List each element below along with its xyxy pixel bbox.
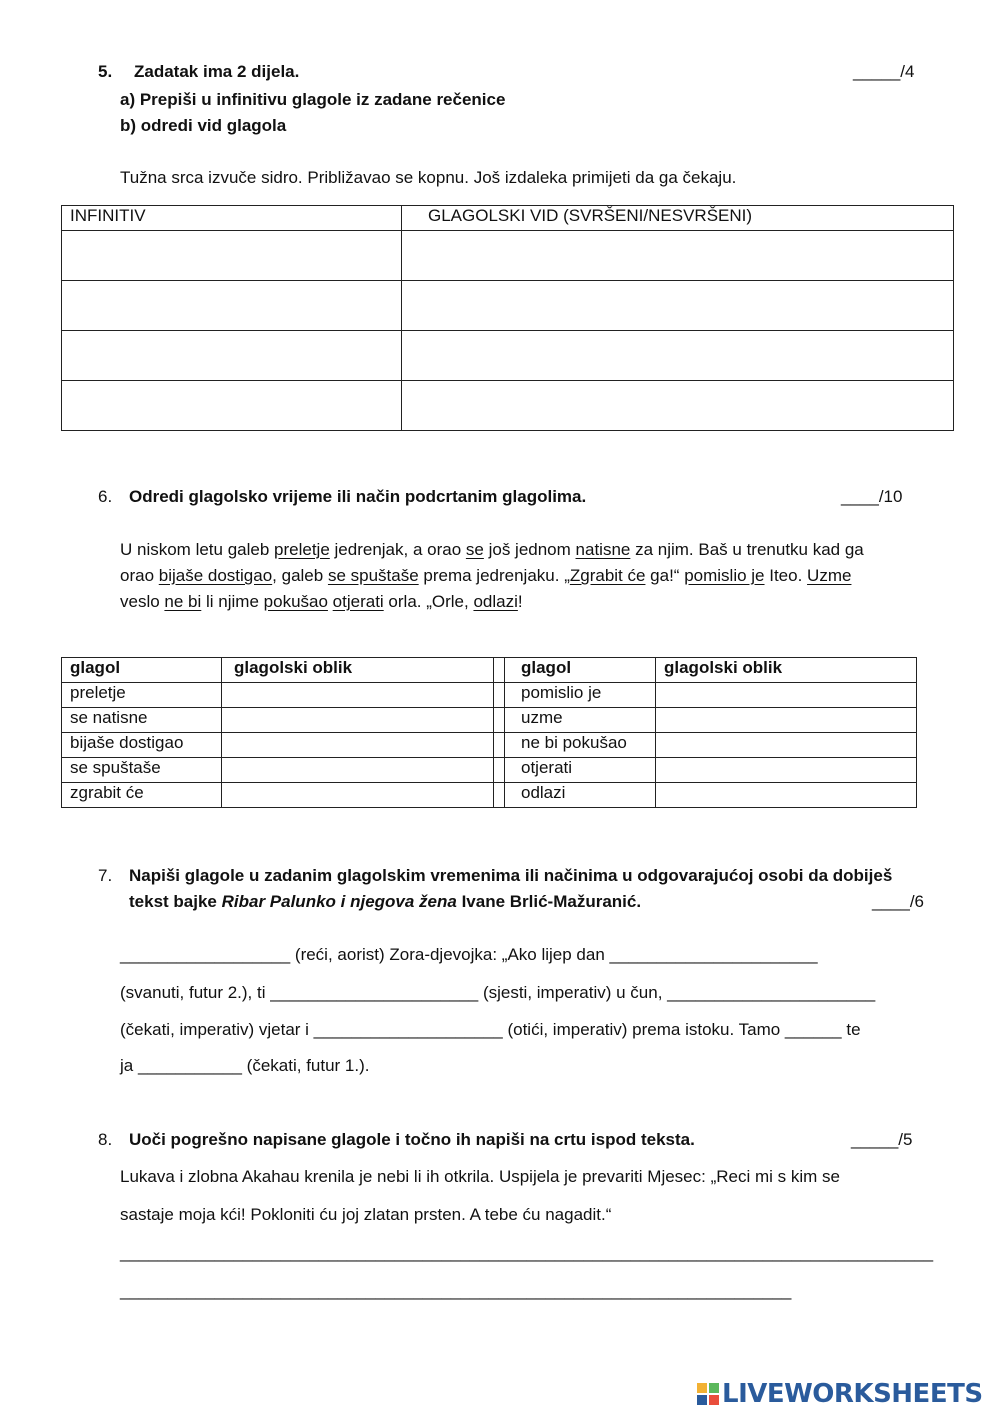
task8-text-line-2: sastaje moja kći! Pokloniti ću joj zlatan prsten. A tebe ću nagadit.“ bbox=[120, 1205, 612, 1224]
spacer-cell bbox=[494, 783, 505, 808]
task5-number: 5. bbox=[98, 62, 113, 81]
logo-mark-icon bbox=[697, 1383, 719, 1405]
task5-header-infinitiv: INFINITIV bbox=[62, 206, 402, 231]
task8-title: Uoči pogrešno napisane glagole i točno ih napiši na crtu ispod teksta. bbox=[129, 1130, 695, 1149]
task7-score: ____/6 bbox=[872, 892, 924, 911]
task5-title: Zadatak ima 2 dijela. bbox=[134, 62, 300, 81]
text: Iteo. bbox=[764, 566, 808, 585]
logo-text: LIVEWORKSHEETS bbox=[722, 1379, 983, 1409]
spacer-cell bbox=[494, 658, 505, 683]
task6-header-glagol-right: glagol bbox=[505, 658, 656, 683]
task8-answer-line-1[interactable]: ______________________________________________________________________________________ bbox=[120, 1243, 934, 1262]
task6-answer-left[interactable] bbox=[222, 733, 494, 758]
text: za njim. Baš u trenutku kad ga bbox=[630, 540, 864, 559]
text: li njime bbox=[201, 592, 264, 611]
task6-score: ____/10 bbox=[841, 487, 903, 506]
task6-verb-right: ne bi pokušao bbox=[505, 733, 656, 758]
task6-verb-right: pomislio je bbox=[505, 683, 656, 708]
task5-answer-vid[interactable] bbox=[402, 231, 954, 281]
task5-score: _____/4 bbox=[853, 62, 915, 81]
task6-verb-left: bijaše dostigao bbox=[62, 733, 222, 758]
task6-header-glagol-left: glagol bbox=[62, 658, 222, 683]
task7-fill-line-1[interactable]: __________________ (reći, aorist) Zora-djevojka: „Ako lijep dan ______________________ bbox=[120, 945, 818, 964]
underlined-verb: ne bi bbox=[164, 592, 202, 611]
logo-block bbox=[697, 1395, 707, 1405]
task6-answer-left[interactable] bbox=[222, 708, 494, 733]
underlined-verb: pokušao bbox=[263, 592, 328, 611]
text: ga!“ bbox=[645, 566, 685, 585]
task6-table bbox=[61, 657, 917, 808]
task6-title: Odredi glagolsko vrijeme ili način podcrtanim glagolima. bbox=[129, 487, 587, 506]
underlined-verb: otjerati bbox=[332, 592, 384, 611]
task6-header-oblik-right: glagolski oblik bbox=[656, 658, 917, 683]
underlined-verb: se bbox=[465, 540, 484, 559]
task6-verb-left: preletje bbox=[62, 683, 222, 708]
task5-header-vid: GLAGOLSKI VID (SVRŠENI/NESVRŠENI) bbox=[402, 206, 954, 231]
text: tekst bajke bbox=[129, 892, 222, 911]
text: orao bbox=[120, 566, 159, 585]
task6-answer-right[interactable] bbox=[656, 733, 917, 758]
text: orla. „Orle, bbox=[383, 592, 474, 611]
task5-answer-infinitiv[interactable] bbox=[62, 331, 402, 381]
task7-title-line-1: Napiši glagole u zadanim glagolskim vremenima ili načinima u odgovarajućoj osobi da dobiješ bbox=[129, 866, 893, 885]
task5-answer-vid[interactable] bbox=[402, 381, 954, 431]
task7-fill-line-4[interactable]: ja ___________ (čekati, futur 1.). bbox=[120, 1056, 370, 1075]
task5-table bbox=[61, 205, 954, 431]
spacer-cell bbox=[494, 683, 505, 708]
spacer-cell bbox=[494, 733, 505, 758]
task5-answer-infinitiv[interactable] bbox=[62, 381, 402, 431]
task6-number: 6. bbox=[98, 487, 113, 506]
book-title: Ribar Palunko i njegova žena bbox=[221, 892, 457, 911]
spacer-cell bbox=[494, 708, 505, 733]
task6-answer-right[interactable] bbox=[656, 708, 917, 733]
task8-answer-line-2[interactable]: _______________________________________________________________________ bbox=[120, 1281, 792, 1300]
task7-title-line-2 bbox=[129, 892, 641, 912]
task6-verb-right: uzme bbox=[505, 708, 656, 733]
task5-sentence: Tužna srca izvuče sidro. Približavao se kopnu. Još izdaleka primijeti da ga čekaju. bbox=[120, 168, 737, 187]
text: veslo bbox=[120, 592, 165, 611]
underlined-verb: Zgrabit će bbox=[569, 566, 646, 585]
task7-fill-line-3[interactable]: (čekati, imperativ) vjetar i ____________________ (otići, imperativ) prema istoku. Tamo ______ te bbox=[120, 1020, 861, 1039]
spacer-cell bbox=[494, 758, 505, 783]
task8-score: _____/5 bbox=[851, 1130, 913, 1149]
task6-answer-right[interactable] bbox=[656, 758, 917, 783]
text: prema jedrenjaku. „ bbox=[418, 566, 570, 585]
task5-part-b: b) odredi vid glagola bbox=[120, 116, 287, 135]
text: još jednom bbox=[483, 540, 576, 559]
task6-answer-left[interactable] bbox=[222, 783, 494, 808]
text: Ivane Brlić-Mažuranić. bbox=[456, 892, 642, 911]
task6-verb-left: se natisne bbox=[62, 708, 222, 733]
task6-verb-left: zgrabit će bbox=[62, 783, 222, 808]
task6-answer-left[interactable] bbox=[222, 683, 494, 708]
task6-header-oblik-left: glagolski oblik bbox=[222, 658, 494, 683]
task6-text-line-1 bbox=[120, 537, 864, 563]
underlined-verb: preletje bbox=[274, 540, 330, 559]
underlined-verb: odlazi bbox=[473, 592, 518, 611]
text: ! bbox=[517, 592, 523, 611]
task7-fill-line-2[interactable]: (svanuti, futur 2.), ti ______________________ (sjesti, imperativ) u čun, ______________________ bbox=[120, 983, 876, 1002]
task6-answer-right[interactable] bbox=[656, 783, 917, 808]
underlined-verb: pomislio je bbox=[684, 566, 765, 585]
logo-block bbox=[709, 1383, 719, 1393]
task5-part-a: a) Prepiši u infinitivu glagole iz zadane rečenice bbox=[120, 90, 506, 109]
task5-answer-vid[interactable] bbox=[402, 331, 954, 381]
task7-number: 7. bbox=[98, 866, 113, 885]
task6-text-line-2 bbox=[120, 563, 851, 589]
task5-answer-infinitiv[interactable] bbox=[62, 231, 402, 281]
underlined-verb: se spuštaše bbox=[327, 566, 419, 585]
logo-block bbox=[709, 1395, 719, 1405]
task6-answer-right[interactable] bbox=[656, 683, 917, 708]
task5-answer-vid[interactable] bbox=[402, 281, 954, 331]
task6-text-line-3 bbox=[120, 589, 523, 615]
underlined-verb: Uzme bbox=[807, 566, 852, 585]
text: , galeb bbox=[272, 566, 328, 585]
text: U niskom letu galeb bbox=[120, 540, 275, 559]
task5-answer-infinitiv[interactable] bbox=[62, 281, 402, 331]
task6-verb-right: odlazi bbox=[505, 783, 656, 808]
task8-text-line-1: Lukava i zlobna Akahau krenila je nebi li ih otkrila. Uspijela je prevariti Mjesec: „Reci mi s kim se bbox=[120, 1167, 840, 1186]
logo-block bbox=[697, 1383, 707, 1393]
task6-verb-right: otjerati bbox=[505, 758, 656, 783]
liveworksheets-logo bbox=[697, 1379, 983, 1409]
task8-number: 8. bbox=[98, 1130, 113, 1149]
task6-verb-left: se spuštaše bbox=[62, 758, 222, 783]
text: jedrenjak, a orao bbox=[329, 540, 466, 559]
task6-answer-left[interactable] bbox=[222, 758, 494, 783]
underlined-verb: natisne bbox=[575, 540, 631, 559]
underlined-verb: bijaše dostigao bbox=[158, 566, 273, 585]
